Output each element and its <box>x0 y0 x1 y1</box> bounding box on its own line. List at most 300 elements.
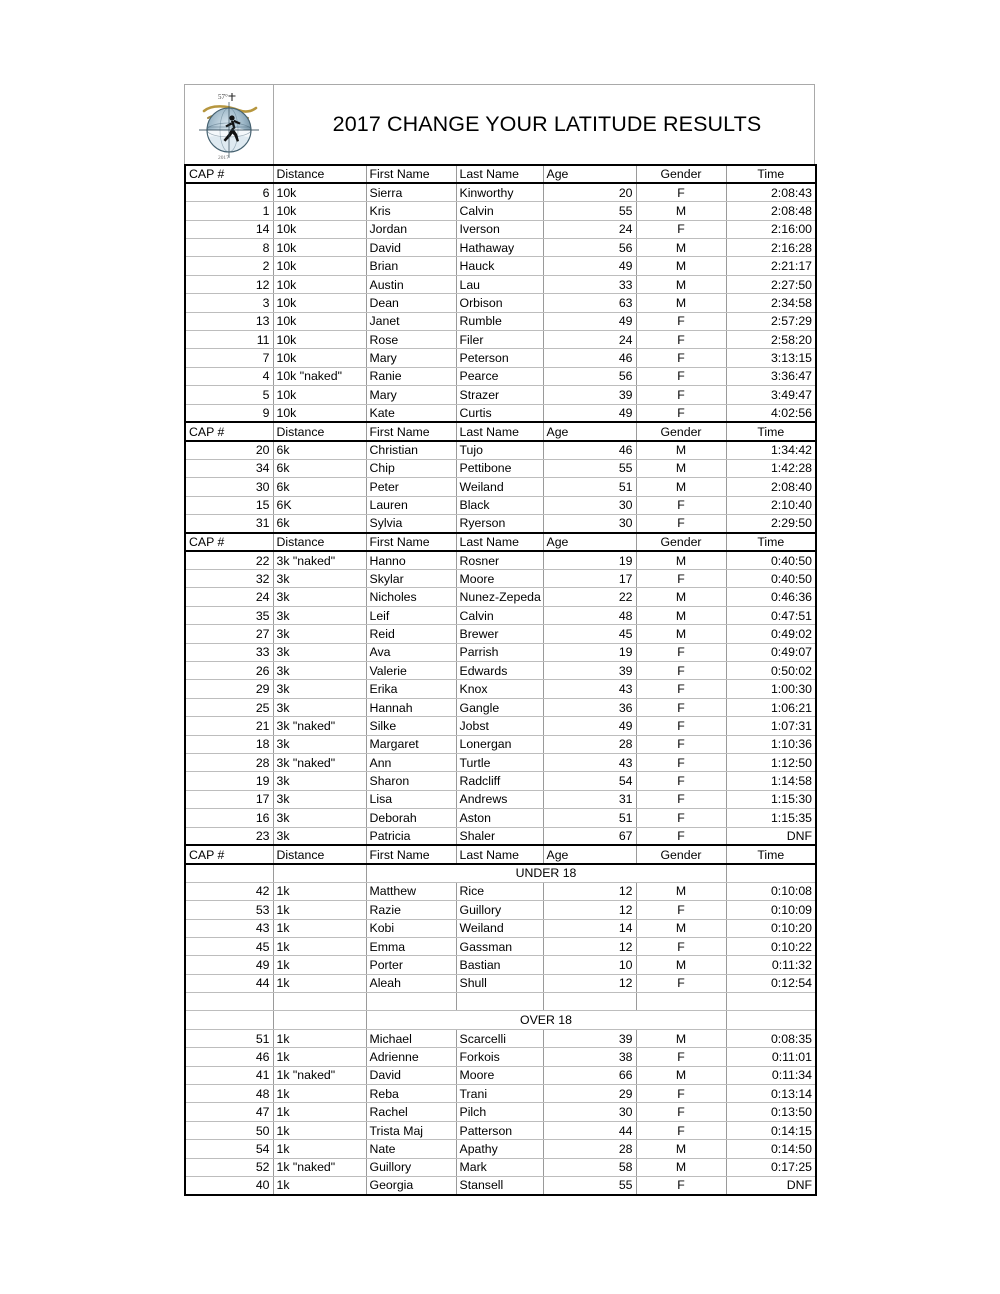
table-row <box>185 1029 816 1047</box>
cell-last-name: Radcliff <box>456 772 543 790</box>
table-row <box>185 606 816 624</box>
cell-age: 24 <box>543 220 636 238</box>
column-header-first-name: First Name <box>366 165 456 183</box>
cell-last-name: Brewer <box>456 625 543 643</box>
cell-time: 1:34:42 <box>726 441 816 459</box>
cell-last-name: Weiland <box>456 919 543 937</box>
cell-first-name: Mary <box>366 386 456 404</box>
cell-gender: M <box>636 294 726 312</box>
table-row <box>185 772 816 790</box>
cell-cap: 7 <box>185 349 273 367</box>
cell-age: 49 <box>543 404 636 422</box>
spacer-cell <box>273 993 366 1011</box>
cell-age: 22 <box>543 588 636 606</box>
table-row <box>185 441 816 459</box>
cell-last-name: Kinworthy <box>456 183 543 201</box>
cell-distance: 1k <box>273 1121 366 1139</box>
cell-time: 2:16:28 <box>726 239 816 257</box>
table-row <box>185 901 816 919</box>
cell-age: 29 <box>543 1085 636 1103</box>
cell-age: 30 <box>543 496 636 514</box>
cell-cap: 23 <box>185 827 273 845</box>
cell-last-name: Tujo <box>456 441 543 459</box>
cell-last-name: Shaler <box>456 827 543 845</box>
cell-gender: F <box>636 1103 726 1121</box>
cell-first-name: Mary <box>366 349 456 367</box>
cell-first-name: Leif <box>366 606 456 624</box>
cell-first-name: Sharon <box>366 772 456 790</box>
cell-first-name: Hanno <box>366 551 456 569</box>
group-title-pad-time <box>726 864 816 882</box>
cell-distance: 6k <box>273 514 366 532</box>
results-table-body <box>185 165 816 1195</box>
table-row <box>185 974 816 992</box>
svg-text:57°: 57° <box>218 92 228 101</box>
cell-cap: 44 <box>185 974 273 992</box>
cell-cap: 15 <box>185 496 273 514</box>
cell-time: 0:17:25 <box>726 1158 816 1176</box>
cell-gender: F <box>636 183 726 201</box>
cell-first-name: Silke <box>366 717 456 735</box>
cell-distance: 10k <box>273 183 366 201</box>
cell-first-name: Reid <box>366 625 456 643</box>
cell-distance: 3k <box>273 588 366 606</box>
cell-first-name: Kobi <box>366 919 456 937</box>
column-header-age: Age <box>543 422 636 440</box>
cell-first-name: Skylar <box>366 570 456 588</box>
page-title-cell <box>274 85 814 164</box>
cell-last-name: Trani <box>456 1085 543 1103</box>
cell-age: 10 <box>543 956 636 974</box>
cell-cap: 9 <box>185 404 273 422</box>
cell-gender: F <box>636 404 726 422</box>
cell-first-name: Ranie <box>366 367 456 385</box>
cell-last-name: Knox <box>456 680 543 698</box>
cell-cap: 19 <box>185 772 273 790</box>
cell-distance: 3k "naked" <box>273 754 366 772</box>
cell-gender: M <box>636 606 726 624</box>
cell-age: 49 <box>543 257 636 275</box>
cell-first-name: David <box>366 239 456 257</box>
cell-time: 0:49:07 <box>726 643 816 661</box>
cell-gender: F <box>636 974 726 992</box>
cell-last-name: Pettibone <box>456 459 543 477</box>
cell-cap: 30 <box>185 478 273 496</box>
cell-gender: F <box>636 827 726 845</box>
cell-age: 30 <box>543 1103 636 1121</box>
change-your-latitude-logo-icon <box>192 89 266 161</box>
cell-last-name: Apathy <box>456 1140 543 1158</box>
cell-last-name: Black <box>456 496 543 514</box>
table-row <box>185 680 816 698</box>
cell-cap: 32 <box>185 570 273 588</box>
cell-time: 0:14:15 <box>726 1121 816 1139</box>
cell-age: 39 <box>543 662 636 680</box>
cell-distance: 6k <box>273 478 366 496</box>
cell-cap: 16 <box>185 809 273 827</box>
cell-time: 1:07:31 <box>726 717 816 735</box>
table-row <box>185 202 816 220</box>
cell-first-name: Georgia <box>366 1176 456 1194</box>
cell-cap: 33 <box>185 643 273 661</box>
cell-distance: 1k <box>273 882 366 900</box>
cell-cap: 50 <box>185 1121 273 1139</box>
cell-last-name: Calvin <box>456 202 543 220</box>
column-header-time: Time <box>726 845 816 863</box>
cell-gender: M <box>636 882 726 900</box>
cell-cap: 18 <box>185 735 273 753</box>
cell-last-name: Weiland <box>456 478 543 496</box>
cell-cap: 11 <box>185 331 273 349</box>
cell-age: 63 <box>543 294 636 312</box>
cell-last-name: Curtis <box>456 404 543 422</box>
cell-age: 36 <box>543 698 636 716</box>
table-row <box>185 239 816 257</box>
column-header-gender: Gender <box>636 845 726 863</box>
cell-distance: 10k <box>273 312 366 330</box>
column-header-cap: CAP # <box>185 845 273 863</box>
cell-first-name: Hannah <box>366 698 456 716</box>
column-header-gender: Gender <box>636 422 726 440</box>
cell-last-name: Calvin <box>456 606 543 624</box>
cell-first-name: Guillory <box>366 1158 456 1176</box>
cell-cap: 47 <box>185 1103 273 1121</box>
cell-time: 2:16:00 <box>726 220 816 238</box>
cell-age: 51 <box>543 478 636 496</box>
cell-first-name: Ava <box>366 643 456 661</box>
column-header-row-1k <box>185 845 816 863</box>
cell-time: 2:10:40 <box>726 496 816 514</box>
cell-age: 39 <box>543 386 636 404</box>
table-row <box>185 698 816 716</box>
cell-last-name: Forkois <box>456 1048 543 1066</box>
table-row <box>185 809 816 827</box>
cell-cap: 43 <box>185 919 273 937</box>
cell-first-name: Deborah <box>366 809 456 827</box>
cell-distance: 10k <box>273 202 366 220</box>
cell-age: 55 <box>543 459 636 477</box>
table-row <box>185 1176 816 1194</box>
cell-time: 1:14:58 <box>726 772 816 790</box>
cell-cap: 52 <box>185 1158 273 1176</box>
cell-time: 0:47:51 <box>726 606 816 624</box>
cell-time: 0:08:35 <box>726 1029 816 1047</box>
cell-age: 51 <box>543 809 636 827</box>
table-row <box>185 1085 816 1103</box>
cell-gender: F <box>636 754 726 772</box>
cell-gender: M <box>636 1140 726 1158</box>
cell-time: 1:15:35 <box>726 809 816 827</box>
column-header-last-name: Last Name <box>456 165 543 183</box>
cell-time: 2:27:50 <box>726 275 816 293</box>
table-row <box>185 386 816 404</box>
table-row <box>185 588 816 606</box>
cell-distance: 1k <box>273 956 366 974</box>
cell-age: 55 <box>543 1176 636 1194</box>
table-row <box>185 220 816 238</box>
cell-distance: 3k <box>273 606 366 624</box>
cell-last-name: Scarcelli <box>456 1029 543 1047</box>
cell-cap: 51 <box>185 1029 273 1047</box>
cell-first-name: Nate <box>366 1140 456 1158</box>
cell-cap: 3 <box>185 294 273 312</box>
table-row <box>185 275 816 293</box>
cell-first-name: David <box>366 1066 456 1084</box>
cell-age: 12 <box>543 974 636 992</box>
column-header-first-name: First Name <box>366 422 456 440</box>
cell-cap: 41 <box>185 1066 273 1084</box>
cell-time: 0:40:50 <box>726 551 816 569</box>
cell-gender: M <box>636 459 726 477</box>
cell-gender: F <box>636 367 726 385</box>
spacer-cell <box>726 993 816 1011</box>
spacer-cell <box>185 993 273 1011</box>
cell-gender: F <box>636 331 726 349</box>
cell-gender: F <box>636 1176 726 1194</box>
table-row <box>185 1121 816 1139</box>
cell-cap: 6 <box>185 183 273 201</box>
cell-cap: 40 <box>185 1176 273 1194</box>
cell-distance: 3k <box>273 735 366 753</box>
cell-time: 0:10:08 <box>726 882 816 900</box>
cell-age: 28 <box>543 735 636 753</box>
table-row <box>185 790 816 808</box>
cell-distance: 1k "naked" <box>273 1158 366 1176</box>
cell-time: 1:10:36 <box>726 735 816 753</box>
cell-distance: 3k <box>273 643 366 661</box>
table-row <box>185 312 816 330</box>
cell-time: DNF <box>726 827 816 845</box>
cell-cap: 46 <box>185 1048 273 1066</box>
cell-gender: M <box>636 551 726 569</box>
cell-gender: F <box>636 735 726 753</box>
cell-cap: 13 <box>185 312 273 330</box>
cell-last-name: Rosner <box>456 551 543 569</box>
cell-time: 0:14:50 <box>726 1140 816 1158</box>
column-header-row-6k <box>185 422 816 440</box>
cell-distance: 3k <box>273 827 366 845</box>
cell-last-name: Lau <box>456 275 543 293</box>
cell-time: 0:13:14 <box>726 1085 816 1103</box>
cell-first-name: Kate <box>366 404 456 422</box>
cell-first-name: Aleah <box>366 974 456 992</box>
cell-cap: 34 <box>185 459 273 477</box>
cell-first-name: Nicholes <box>366 588 456 606</box>
table-row <box>185 1103 816 1121</box>
cell-age: 38 <box>543 1048 636 1066</box>
cell-age: 54 <box>543 772 636 790</box>
cell-time: 0:10:20 <box>726 919 816 937</box>
cell-cap: 48 <box>185 1085 273 1103</box>
column-header-distance: Distance <box>273 533 366 551</box>
group-title-pad-cap <box>185 1011 273 1029</box>
column-header-cap: CAP # <box>185 165 273 183</box>
column-header-time: Time <box>726 533 816 551</box>
cell-distance: 10k <box>273 331 366 349</box>
group-title-row <box>185 1011 816 1029</box>
cell-gender: F <box>636 1121 726 1139</box>
table-row <box>185 662 816 680</box>
cell-last-name: Shull <box>456 974 543 992</box>
cell-time: 0:11:01 <box>726 1048 816 1066</box>
table-row <box>185 643 816 661</box>
table-row <box>185 1140 816 1158</box>
cell-age: 58 <box>543 1158 636 1176</box>
cell-last-name: Turtle <box>456 754 543 772</box>
cell-cap: 4 <box>185 367 273 385</box>
group-title-label: UNDER 18 <box>366 864 726 882</box>
cell-first-name: Austin <box>366 275 456 293</box>
cell-cap: 2 <box>185 257 273 275</box>
cell-first-name: Rose <box>366 331 456 349</box>
spacer-cell <box>636 993 726 1011</box>
column-header-cap: CAP # <box>185 422 273 440</box>
cell-time: 2:34:58 <box>726 294 816 312</box>
cell-distance: 10k <box>273 239 366 257</box>
cell-last-name: Jobst <box>456 717 543 735</box>
cell-distance: 10k <box>273 294 366 312</box>
table-row <box>185 257 816 275</box>
cell-gender: M <box>636 1066 726 1084</box>
cell-age: 24 <box>543 331 636 349</box>
cell-time: 0:40:50 <box>726 570 816 588</box>
cell-age: 12 <box>543 882 636 900</box>
cell-distance: 10k <box>273 275 366 293</box>
table-row <box>185 367 816 385</box>
cell-time: 0:10:09 <box>726 901 816 919</box>
cell-distance: 3k "naked" <box>273 551 366 569</box>
cell-gender: M <box>636 919 726 937</box>
column-header-time: Time <box>726 422 816 440</box>
cell-distance: 3k <box>273 698 366 716</box>
column-header-last-name: Last Name <box>456 845 543 863</box>
cell-distance: 10k <box>273 349 366 367</box>
cell-gender: F <box>636 570 726 588</box>
column-header-last-name: Last Name <box>456 422 543 440</box>
table-row <box>185 183 816 201</box>
table-row <box>185 514 816 532</box>
cell-last-name: Mark <box>456 1158 543 1176</box>
cell-distance: 10k "naked" <box>273 367 366 385</box>
column-header-time: Time <box>726 165 816 183</box>
cell-age: 45 <box>543 625 636 643</box>
cell-gender: F <box>636 1085 726 1103</box>
cell-last-name: Rumble <box>456 312 543 330</box>
cell-distance: 1k <box>273 937 366 955</box>
cell-gender: M <box>636 588 726 606</box>
results-table <box>184 164 817 1196</box>
cell-gender: F <box>636 772 726 790</box>
cell-time: 2:08:48 <box>726 202 816 220</box>
column-header-age: Age <box>543 845 636 863</box>
cell-gender: F <box>636 349 726 367</box>
cell-distance: 6k <box>273 459 366 477</box>
cell-last-name: Filer <box>456 331 543 349</box>
cell-age: 55 <box>543 202 636 220</box>
cell-first-name: Matthew <box>366 882 456 900</box>
cell-age: 46 <box>543 441 636 459</box>
cell-time: 0:10:22 <box>726 937 816 955</box>
column-header-row-3k <box>185 533 816 551</box>
cell-distance: 1k <box>273 1029 366 1047</box>
cell-gender: M <box>636 956 726 974</box>
cell-last-name: Edwards <box>456 662 543 680</box>
cell-distance: 6K <box>273 496 366 514</box>
cell-first-name: Reba <box>366 1085 456 1103</box>
cell-age: 49 <box>543 312 636 330</box>
cell-gender: F <box>636 717 726 735</box>
cell-last-name: Lonergan <box>456 735 543 753</box>
cell-last-name: Pearce <box>456 367 543 385</box>
cell-cap: 14 <box>185 220 273 238</box>
cell-age: 31 <box>543 790 636 808</box>
cell-cap: 35 <box>185 606 273 624</box>
cell-gender: F <box>636 937 726 955</box>
cell-first-name: Rachel <box>366 1103 456 1121</box>
cell-cap: 31 <box>185 514 273 532</box>
cell-age: 19 <box>543 643 636 661</box>
cell-distance: 10k <box>273 386 366 404</box>
cell-time: 0:49:02 <box>726 625 816 643</box>
cell-first-name: Porter <box>366 956 456 974</box>
cell-gender: M <box>636 625 726 643</box>
cell-first-name: Ann <box>366 754 456 772</box>
title-band <box>184 84 815 164</box>
cell-distance: 1k <box>273 1140 366 1158</box>
cell-cap: 8 <box>185 239 273 257</box>
cell-gender: F <box>636 643 726 661</box>
cell-distance: 3k <box>273 790 366 808</box>
cell-time: 1:06:21 <box>726 698 816 716</box>
cell-first-name: Christian <box>366 441 456 459</box>
cell-cap: 5 <box>185 386 273 404</box>
table-row <box>185 754 816 772</box>
cell-time: 3:49:47 <box>726 386 816 404</box>
cell-distance: 3k <box>273 680 366 698</box>
cell-cap: 21 <box>185 717 273 735</box>
table-row <box>185 735 816 753</box>
cell-first-name: Patricia <box>366 827 456 845</box>
cell-last-name: Iverson <box>456 220 543 238</box>
cell-last-name: Stansell <box>456 1176 543 1194</box>
cell-time: 2:21:17 <box>726 257 816 275</box>
cell-first-name: Janet <box>366 312 456 330</box>
cell-last-name: Moore <box>456 570 543 588</box>
cell-distance: 6k <box>273 441 366 459</box>
cell-last-name: Rice <box>456 882 543 900</box>
cell-age: 56 <box>543 367 636 385</box>
table-row <box>185 459 816 477</box>
table-row <box>185 478 816 496</box>
cell-first-name: Lauren <box>366 496 456 514</box>
table-row <box>185 625 816 643</box>
table-row <box>185 1066 816 1084</box>
cell-distance: 1k <box>273 974 366 992</box>
cell-last-name: Gassman <box>456 937 543 955</box>
column-header-row-10k <box>185 165 816 183</box>
cell-gender: F <box>636 809 726 827</box>
cell-first-name: Adrienne <box>366 1048 456 1066</box>
results-sheet <box>184 84 815 1196</box>
cell-first-name: Margaret <box>366 735 456 753</box>
cell-cap: 42 <box>185 882 273 900</box>
cell-last-name: Gangle <box>456 698 543 716</box>
page-title: 2017 CHANGE YOUR LATITUDE RESULTS <box>332 112 762 136</box>
table-row <box>185 1158 816 1176</box>
cell-first-name: Erika <box>366 680 456 698</box>
cell-first-name: Brian <box>366 257 456 275</box>
cell-first-name: Sylvia <box>366 514 456 532</box>
